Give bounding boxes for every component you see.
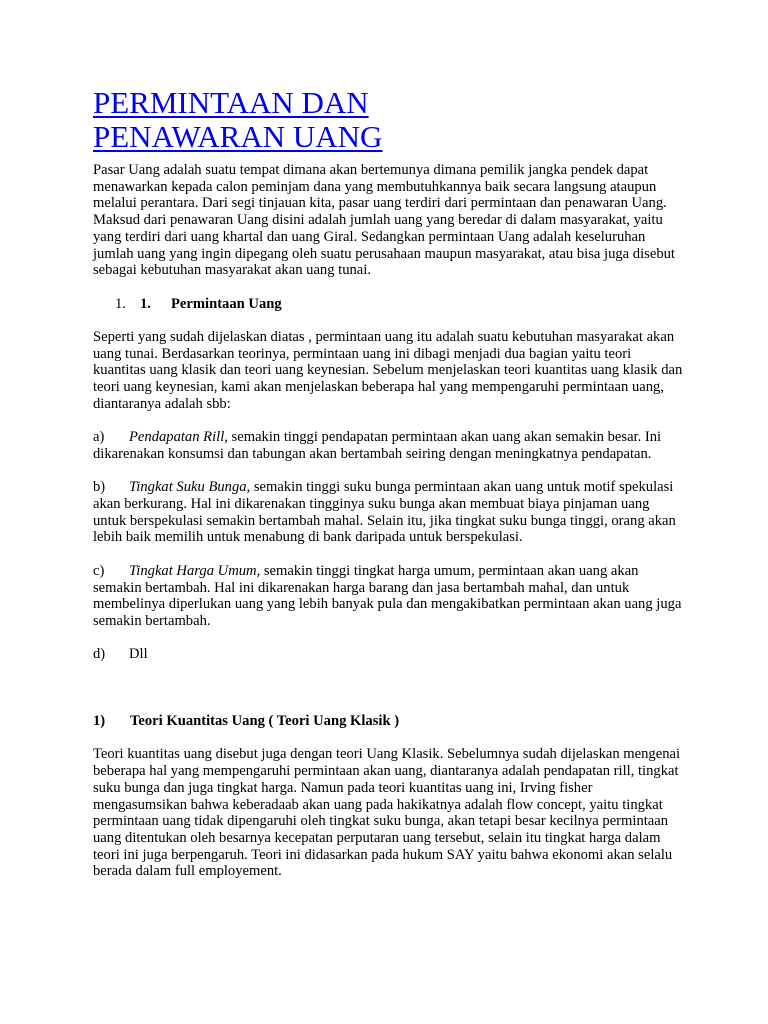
- subsection-label: 1): [93, 713, 106, 729]
- item-term: Tingkat Harga Umum,: [129, 562, 261, 579]
- subsection-heading-teori-kuantitas: [93, 713, 683, 730]
- item-label: b): [93, 479, 106, 496]
- item-label: c): [93, 562, 105, 579]
- item-text: Dll: [129, 646, 148, 663]
- subsection-heading-text: Teori Kuantitas Uang ( Teori Uang Klasik ): [130, 713, 400, 729]
- item-term: Pendapatan Rill,: [129, 429, 228, 446]
- list-item-b: [93, 479, 683, 546]
- item-term: Tingkat Suku Bunga,: [129, 479, 251, 496]
- list-item-d: [93, 646, 683, 663]
- section-heading-text: Permintaan Uang: [171, 295, 282, 312]
- list-number: 1.: [115, 295, 126, 312]
- title-line-1: PERMINTAAN DAN: [93, 85, 369, 120]
- item-text: semakin tinggi tingkat harga umum, permintaan akan uang akan semakin bertambah. Hal ini dikarenakan harga barang dan jasa bertambah mahal, dan untuk membelinya diperlukan uang yang lebih banyak pula dan mengakibatkan permintaan akan uang juga semakin bertambah.: [93, 562, 682, 629]
- item-text: semakin tinggi pendapatan permintaan akan uang akan semakin besar. Ini dikarenakan konsumsi dan tabungan akan bertambah seiring dengan meningkatnya pendapatan.: [93, 429, 662, 462]
- item-label: a): [93, 429, 105, 446]
- list-item-c: [93, 563, 683, 630]
- intro-paragraph: Pasar Uang adalah suatu tempat dimana akan bertemunya dimana pemilik jangka pendek dapat menawarkan kepada calon peminjam dana yang membutuhkannya baik secara langsung ataupun melalui perantara. Dari segi tinjauan kita, pasar uang terdiri dari permintaan dan penawaran Uang. Maksud dari penawaran Uang disini adalah jumlah uang yang beredar di dalam masyarakat, yaitu yang terdiri dari uang khartal dan uang Giral. Sedangkan permintaan Uang adalah keseluruhan jumlah uang yang ingin dipegang oleh suatu perusahaan maupun masyarakat, atau bisa juga disebut sebagai kebutuhan masyarakat akan uang tunai.: [93, 162, 675, 279]
- section-number: 1.: [140, 295, 151, 312]
- section-heading-permintaan-uang: [93, 296, 683, 313]
- item-text: semakin tinggi suku bunga permintaan akan uang untuk motif spekulasi akan berkurang. Hal ini dikarenakan tingginya suku bunga akan membuat biaya pinjaman uang untuk berspekulasi semakin bertambah mahal. Selain itu, jika tingkat suku bunga tinggi, orang akan lebih baik memilih untuk menabung di bank daripada untuk berspekulasi.: [93, 479, 676, 546]
- page-title-link[interactable]: [93, 86, 683, 154]
- item-label: d): [93, 646, 106, 663]
- document-page: [93, 86, 683, 897]
- title-line-2: PENAWARAN UANG: [93, 119, 383, 154]
- subsection-paragraph: Teori kuantitas uang disebut juga dengan teori Uang Klasik. Sebelumnya sudah dijelaskan mengenai beberapa hal yang mempengaruhi permintaan akan uang, diantaranya adalah pendapatan rill, tingkat suku bunga dan juga tingkat harga. Namun pada teori kuantitas uang ini, Irving fisher mengasumsikan bahwa keberadaab akan uang pada hakikatnya adalah flow concept, yaitu tingkat permintaan uang tidak dipengaruhi oleh tingkat suku bunga, akan tetapi besar kecilnya permintaan uang ditentukan oleh besarnya kecepatan perputaran uang tersebut, selain itu tingkat harga dalam teori ini juga berpengaruh. Teori ini didasarkan pada hukum SAY yaitu bahwa ekonomi akan selalu berada dalam full employement.: [93, 746, 681, 880]
- section-paragraph: Seperti yang sudah dijelaskan diatas , permintaan uang itu adalah suatu kebutuhan masyarakat akan uang tunai. Berdasarkan teorinya, permintaan uang ini dibagi menjadi dua bagian yaitu teori kuantitas uang klasik dan teori uang keynesian. Sebelum menjelaskan teori kuantitas uang klasik dan teori uang keynesian, kami akan menjelaskan beberapa hal yang mempengaruhi permintaan uang, diantaranya adalah sbb:: [93, 329, 683, 412]
- list-item-a: [93, 429, 683, 462]
